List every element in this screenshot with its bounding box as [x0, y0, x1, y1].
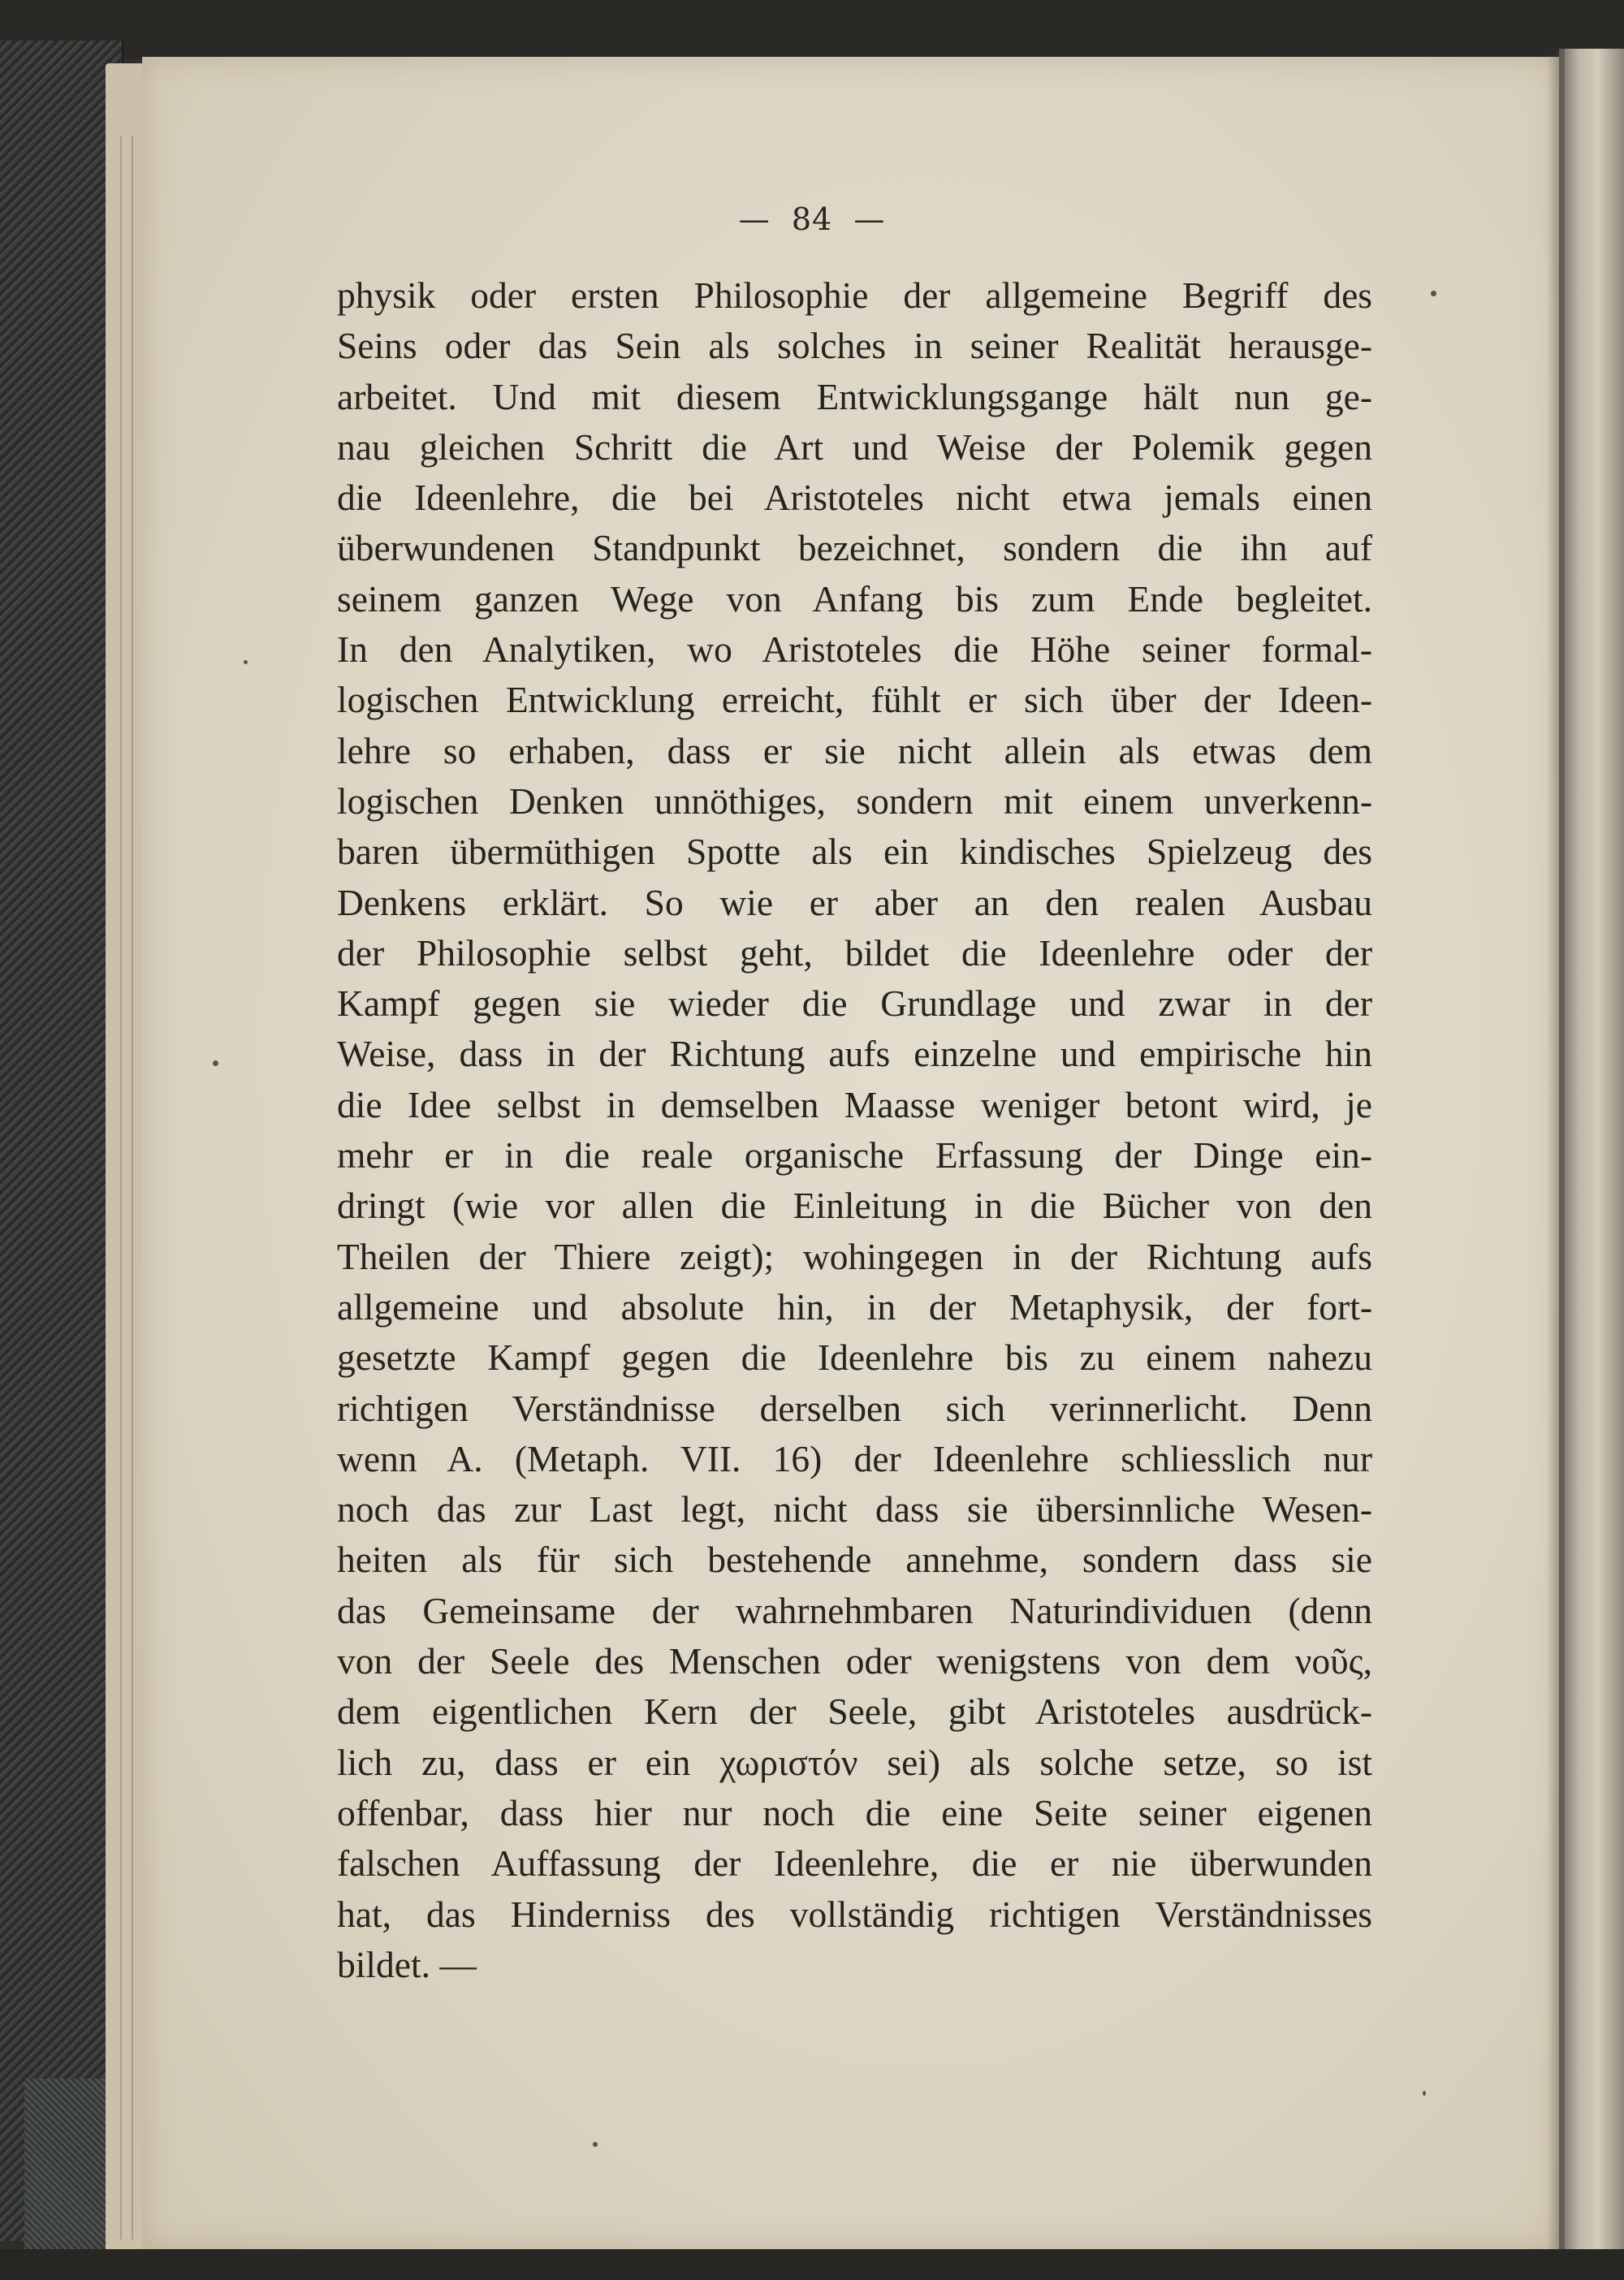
text-line: der Philosophie selbst geht, bildet die Ideenlehre oder der — [337, 931, 1372, 974]
text-line: die Idee selbst in demselben Maasse weniger betont wird, je — [337, 1083, 1372, 1125]
text-line: richtigen Verständnisse derselben sich verinnerlicht. Denn — [337, 1387, 1372, 1429]
text-line: Kampf gegen sie wieder die Grundlage und zwar in der — [337, 982, 1372, 1025]
body-text — [337, 270, 1372, 1990]
text-line: baren übermüthigen Spotte als ein kindisches Spielzeug des — [337, 831, 1372, 873]
right-page-edge — [1559, 49, 1624, 2257]
text-line: lehre so erhaben, dass er sie nicht allein als etwas dem — [337, 729, 1372, 771]
page-number-header: — 84 — — [738, 201, 886, 237]
paper-speck — [593, 2142, 598, 2147]
text-line: offenbar, dass hier nur noch die eine Seite seiner eigenen — [337, 1791, 1372, 1833]
page-stack-line — [132, 136, 133, 2239]
text-line: Weise, dass in der Richtung aufs einzelne und empirische hin — [337, 1033, 1372, 1075]
text-line: das Gemeinsame der wahrnehmbaren Naturindividuen (denn — [337, 1589, 1372, 1631]
text-line: überwundenen Standpunkt bezeichnet, sondern die ihn auf — [337, 527, 1372, 569]
text-line: physik oder ersten Philosophie der allgemeine Begriff des — [337, 274, 1372, 316]
text-line: die Ideenlehre, die bei Aristoteles nicht etwa jemals einen — [337, 477, 1372, 519]
text-line: lich zu, dass er ein χωριστόν sei) als solche setze, so ist — [337, 1741, 1372, 1783]
text-line: gesetzte Kampf gegen die Ideenlehre bis zu einem nahezu — [337, 1336, 1372, 1379]
background-top — [0, 0, 1624, 58]
gutter-shadow — [1547, 49, 1565, 2257]
text-line: Seins oder das Sein als solches in seiner Realität herausge- — [337, 325, 1372, 367]
text-line: falschen Auffassung der Ideenlehre, die er nie überwunden — [337, 1842, 1372, 1885]
text-line: von der Seele des Menschen oder wenigstens von dem νοῦς, — [337, 1640, 1372, 1682]
text-line: Theilen der Thiere zeigt); wohingegen in der Richtung aufs — [337, 1235, 1372, 1277]
text-line: In den Analytiken, wo Aristoteles die Höhe seiner formal- — [337, 628, 1372, 671]
text-line: noch das zur Last legt, nicht dass sie übersinnliche Wesen- — [337, 1488, 1372, 1531]
paper-speck — [213, 1060, 218, 1066]
text-line: mehr er in die reale organische Erfassung der Dinge ein- — [337, 1134, 1372, 1177]
background-bottom — [0, 2249, 1624, 2280]
text-line: dringt (wie vor allen die Einleitung in die Bücher von den — [337, 1185, 1372, 1227]
paper-speck — [1423, 2091, 1426, 2096]
page-stack-line — [120, 136, 122, 2239]
text-line: seinem ganzen Wege von Anfang bis zum Ende begleitet. — [337, 577, 1372, 620]
text-line: dem eigentlichen Kern der Seele, gibt Aristoteles ausdrück- — [337, 1691, 1372, 1733]
text-line: logischen Entwicklung erreicht, fühlt er sich über der Ideen- — [337, 679, 1372, 721]
text-line: arbeitet. Und mit diesem Entwicklungsgange hält nun ge- — [337, 375, 1372, 417]
paper-speck — [244, 660, 248, 664]
text-line: wenn A. (Metaph. VII. 16) der Ideenlehre schliesslich nur — [337, 1437, 1372, 1479]
paper-speck — [1431, 291, 1436, 296]
text-line: allgemeine und absolute hin, in der Metaphysik, der fort- — [337, 1285, 1372, 1328]
text-line: nau gleichen Schritt die Art und Weise der Polemik gegen — [337, 425, 1372, 468]
text-line: heiten als für sich bestehende annehme, sondern dass sie — [337, 1539, 1372, 1581]
text-line: bildet. — — [337, 1943, 477, 1985]
text-line: logischen Denken unnöthiges, sondern mit einem unverkenn- — [337, 779, 1372, 822]
text-line: Denkens erklärt. So wie er aber an den realen Ausbau — [337, 881, 1372, 923]
text-line: hat, das Hinderniss des vollständig richtigen Verständnisses — [337, 1893, 1372, 1935]
